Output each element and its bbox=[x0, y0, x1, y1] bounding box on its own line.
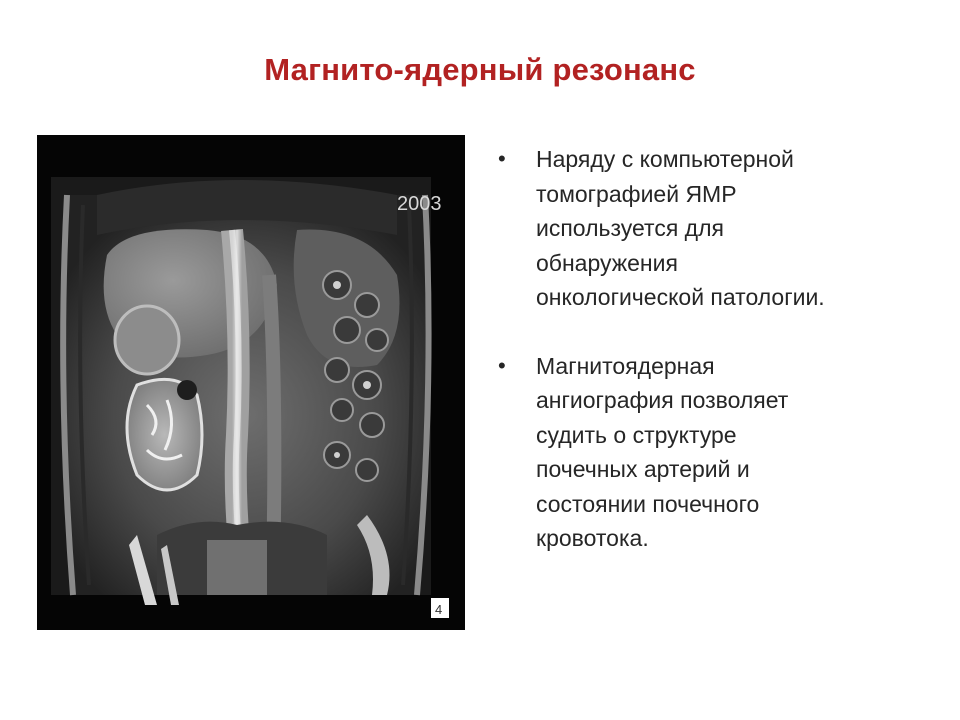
bullet-marker: • bbox=[498, 352, 506, 378]
scan-corner-mark: 4 bbox=[435, 602, 443, 617]
bullet-list bbox=[498, 142, 928, 556]
bullet-text: Наряду с компьютерной томографией ЯМР используется для обнаружения онкологической патологии. bbox=[536, 146, 825, 310]
scan-year-label: 2003 bbox=[397, 193, 442, 215]
bullet-marker: • bbox=[498, 146, 506, 171]
bullet-item-ct bbox=[498, 142, 928, 315]
bullet-item-angiography bbox=[498, 349, 928, 556]
ct-scan-image bbox=[37, 135, 465, 630]
slide-title: Магнито-ядерный резонанс bbox=[264, 52, 696, 87]
bullet-text: Магнитоядерная ангиография позволяет судить о структуре почечных артерий и состоянии почечного кровотока. bbox=[536, 352, 789, 551]
